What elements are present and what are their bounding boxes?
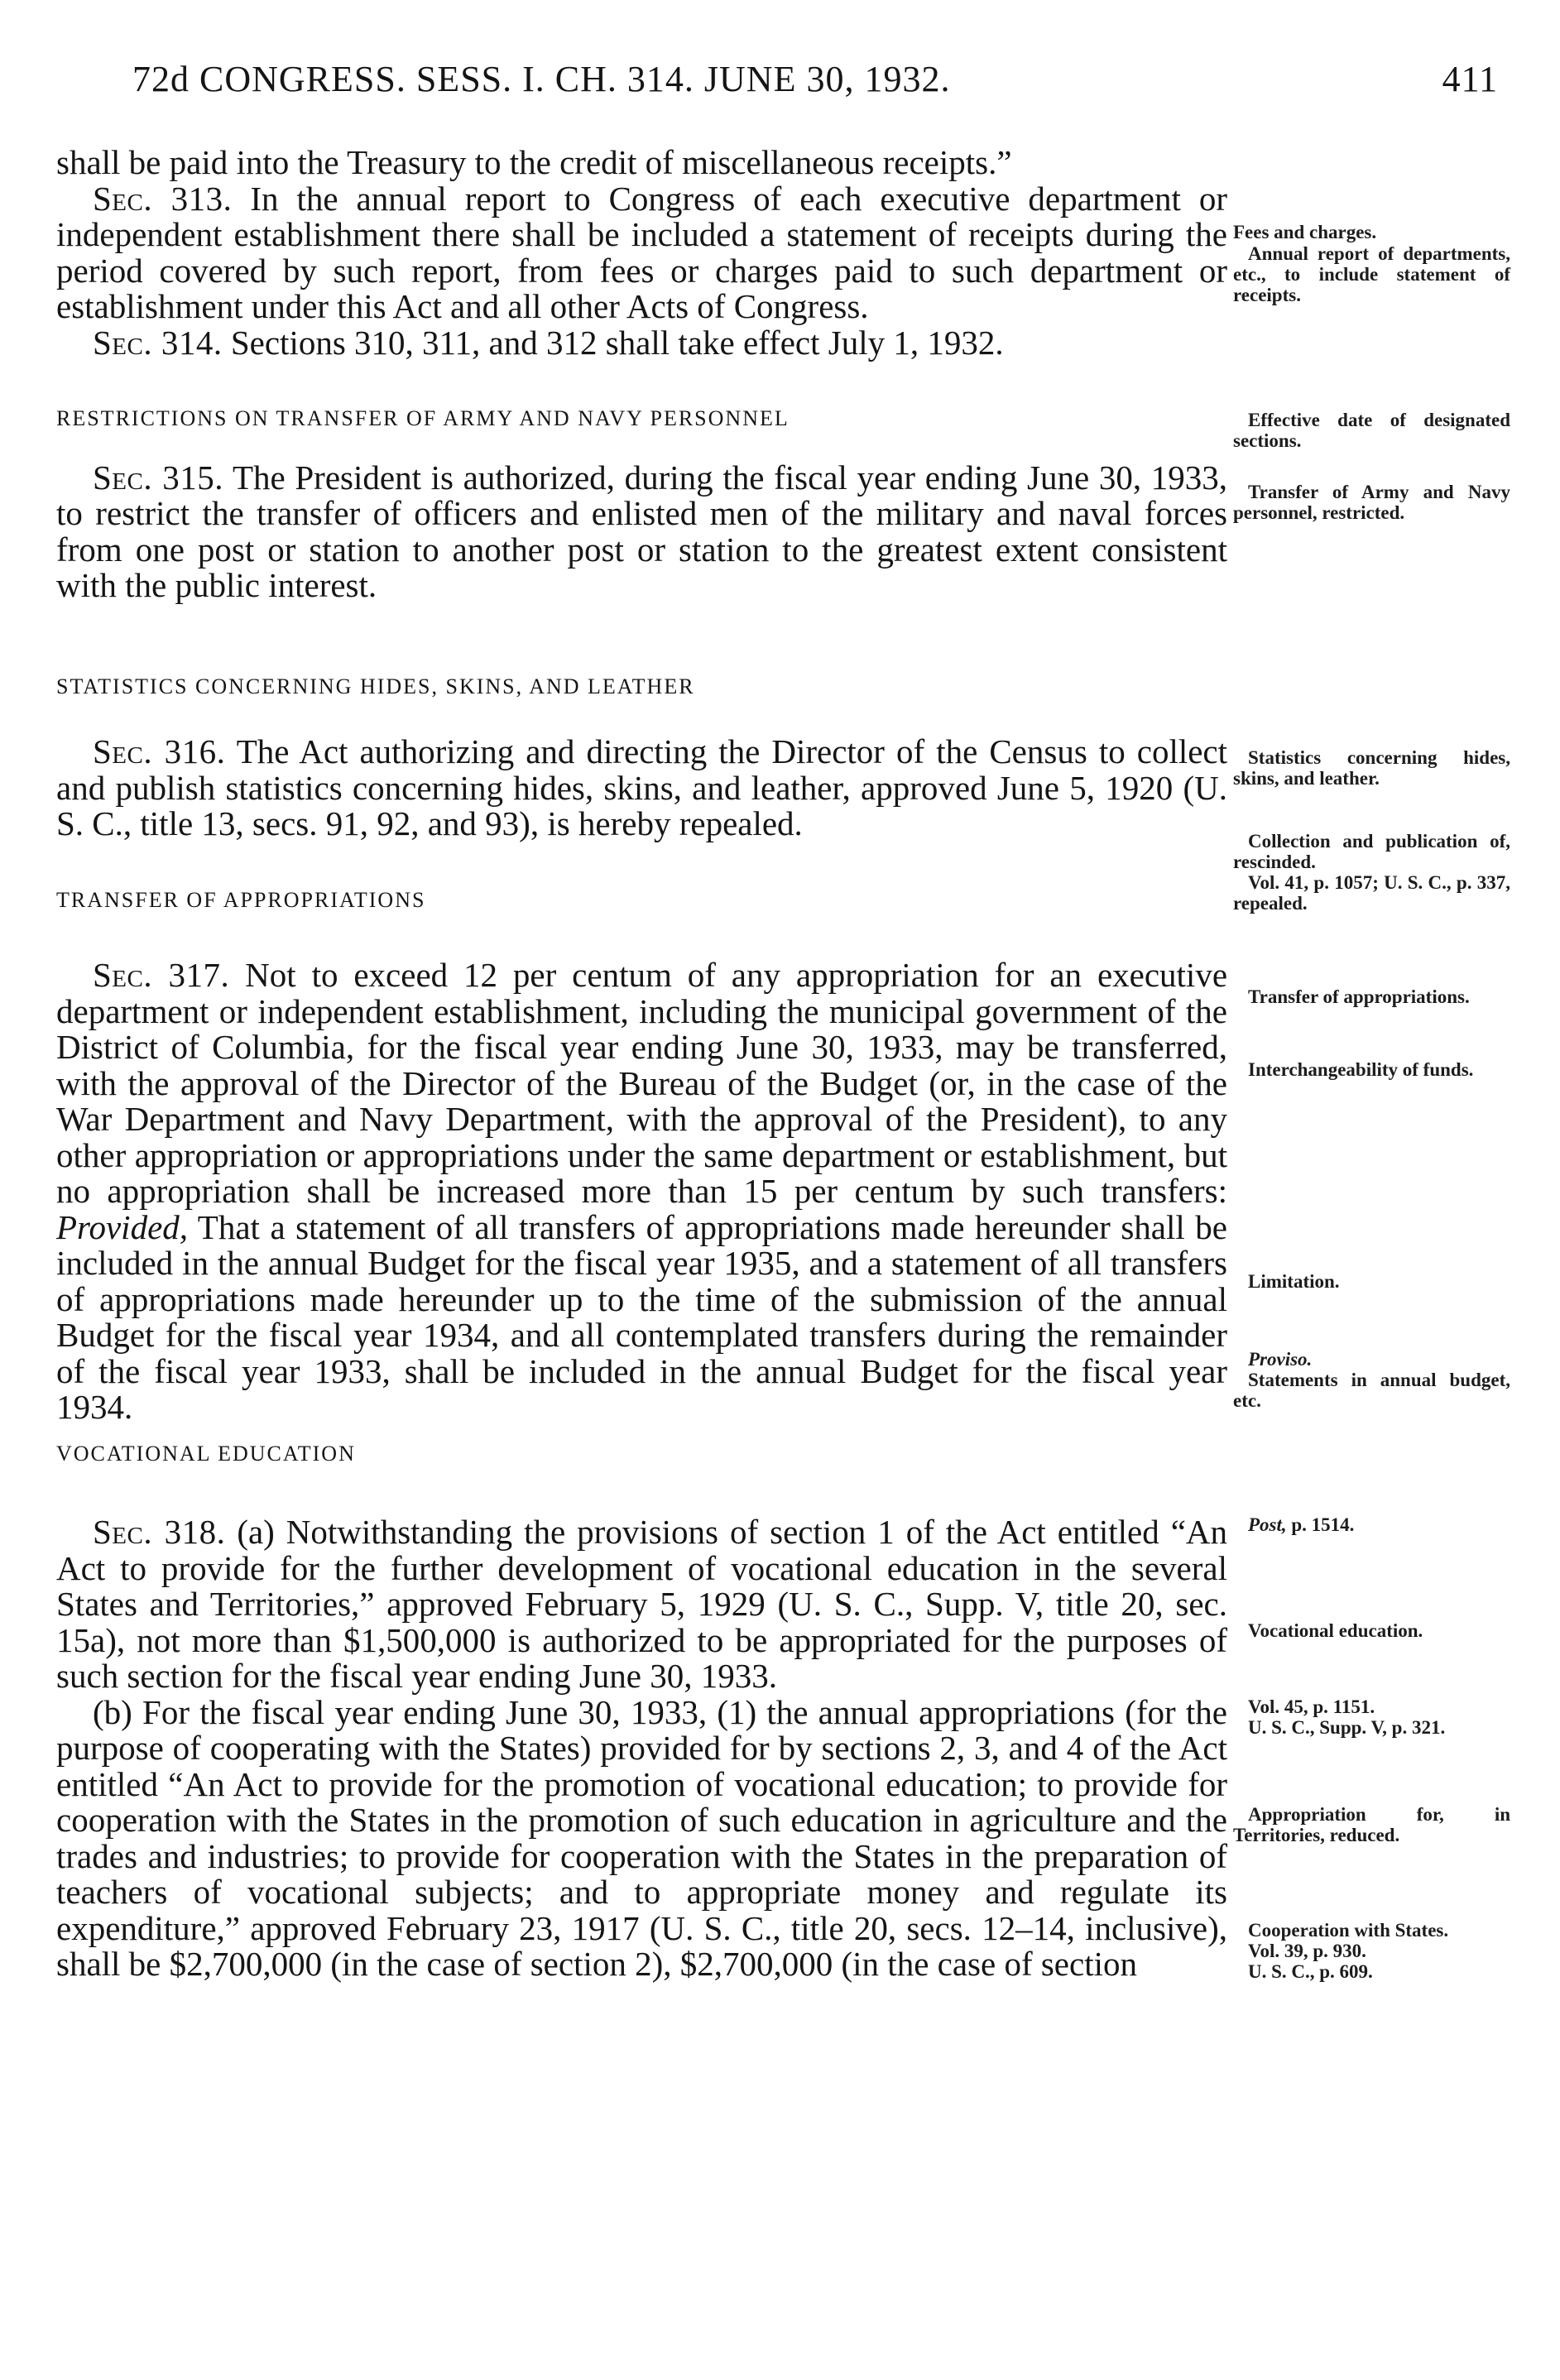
section-label: Sec. 315. (93, 458, 224, 497)
section-315 (56, 460, 1227, 604)
margin-note-text: Proviso. (1248, 1349, 1313, 1370)
margin-note-proviso (1233, 1349, 1510, 1411)
page-number: 411 (1442, 59, 1498, 99)
margin-note-text: Cooperation with States. (1248, 1920, 1449, 1941)
margin-note-limitation (1233, 1271, 1510, 1292)
margin-note-text: Interchangeability of funds. (1248, 1059, 1474, 1080)
section-318b (56, 1692, 1227, 1983)
margin-note-annual-report (1233, 243, 1510, 305)
margin-note-text: Vol. 45, p. 1151. (1248, 1696, 1375, 1717)
section-text: (a) Notwithstanding the provisions of section 1 of the Act entitled “An Act to provide for the further development of vocational education in the several States and Territories,” approved February 5, 1929 (U. S. C., Supp. V, title 20, sec. 15a), not more than $1,500,000 is authorized to be appropriated for the purposes of such section for the fiscal year ending June 30, 1933. (56, 1513, 1228, 1695)
margin-note-collection (1233, 831, 1510, 914)
heading-transfer: TRANSFER OF APPROPRIATIONS (56, 887, 426, 912)
section-text: Sections 310, 311, and 312 shall take effect July 1, 1932. (230, 323, 1004, 362)
margin-note-interchange (1233, 1059, 1510, 1080)
margin-note-text: Transfer of Army and Navy personnel, restricted. (1233, 482, 1510, 523)
margin-note-text: Vol. 39, p. 930. (1248, 1941, 1366, 1961)
continuation-paragraph (56, 145, 1227, 181)
margin-note-effective-date (1233, 410, 1510, 451)
margin-note-text: Limitation. (1248, 1271, 1340, 1292)
margin-note-text: Statements in annual budget, etc. (1233, 1370, 1510, 1411)
section-317 (56, 957, 1227, 1426)
margin-note-citation: Vol. 41, p. 1057; U. S. C., p. 337, repealed. (1233, 872, 1510, 914)
margin-note-text: Statistics concerning hides, skins, and leather. (1233, 747, 1510, 789)
margin-note-text: Transfer of appropriations. (1248, 986, 1470, 1007)
section-label: Sec. 313. (93, 179, 233, 218)
section-318a (56, 1514, 1227, 1695)
section-label: Sec. 316. (93, 732, 226, 770)
section-313 (56, 181, 1227, 325)
margin-note-text: Vocational education. (1248, 1620, 1423, 1641)
section-text: In the annual report to Congress of each executive department or independent establishment there shall be included a statement of receipts during the period covered by such report, from fees or charges paid to such department or establishment under this Act and all other Acts of Congress. (56, 179, 1227, 325)
heading-hides: STATISTICS CONCERNING HIDES, SKINS, AND LEATHER (56, 674, 695, 698)
margin-note-text: U. S. C., Supp. V, p. 321. (1248, 1717, 1446, 1738)
section-text: The President is authorized, during the fiscal year ending June 30, 1933, to restrict the transfer of officers and enlisted men of the military and naval forces from one post or station to another post or station to the greatest extent consistent with the public interest. (56, 458, 1228, 604)
margin-note-text: Fees and charges. (1233, 222, 1377, 242)
section-316 (56, 734, 1227, 842)
section-314 (56, 325, 1227, 362)
margin-note-cooperation (1233, 1920, 1510, 1982)
section-text: The Act authorizing and directing the Director of the Census to collect and publish statistics concerning hides, skins, and leather, approved June 5, 1920 (U. S. C., title 13, secs. 91, 92, and 93), is hereby repealed. (56, 732, 1228, 842)
section-text: (b) For the fiscal year ending June 30, 1933, (1) the annual appropriations (for the purpose of cooperating with the States) provided for by sections 2, 3, and 4 of the Act entitled “An Act to provide for the promotion of vocational education; to provide for cooperation with the States in the promotion of such education in agriculture and the trades and industries; to provide for cooperation with the States in the preparation of teachers of vocational subjects; and to appropriate money and regulate its expenditure,” approved February 23, 1917 (U. S. C., title 20, secs. 12–14, inclusive), shall be $2,700,000 (in the case of section 2), $2,700,000 (in the case of section (56, 1692, 1227, 1983)
margin-note-text: Collection and publication of, rescinded. (1233, 831, 1510, 872)
margin-note-vocational (1233, 1620, 1510, 1641)
margin-note-approp-territories (1233, 1804, 1510, 1845)
margin-note-text: Effective date of designated sections. (1233, 410, 1510, 451)
margin-note-fees (1233, 222, 1510, 242)
margin-note-text: Annual report of departments, etc., to include statement of receipts. (1233, 243, 1510, 305)
proviso-word: Provided, (56, 1207, 189, 1246)
margin-note-text: U. S. C., p. 609. (1248, 1961, 1373, 1982)
continuation-text: shall be paid into the Treasury to the credit of miscellaneous receipts.” (56, 143, 1012, 181)
section-label: Sec. 314. (93, 323, 223, 362)
main-text (56, 145, 1227, 1983)
margin-note-vol45 (1233, 1696, 1510, 1738)
running-header (132, 58, 1498, 116)
margin-note-text: Appropriation for, in Territories, reduced. (1233, 1804, 1510, 1845)
section-text-cont: That a statement of all transfers of appropriations made hereunder shall be included in the annual Budget for the fiscal year 1935, and a statement of all transfers of appropriations made hereunder up to the time of the submission of the annual Budget for the fiscal year 1934, and all contemplated transfers during the remainder of the fiscal year 1933, shall be included in the annual Budget for the fiscal year 1934. (56, 1207, 1227, 1426)
margin-note-transfer-army (1233, 482, 1510, 523)
running-title: 72d CONGRESS. SESS. I. CH. 314. JUNE 30, 1932. (132, 59, 951, 99)
post-word: Post, (1248, 1514, 1287, 1535)
section-label: Sec. 317. (93, 956, 230, 994)
margin-note-text (1233, 1514, 1510, 1535)
heading-restrictions: RESTRICTIONS ON TRANSFER OF ARMY AND NAVY PERSONNEL (56, 406, 790, 430)
heading-vocational: VOCATIONAL EDUCATION (56, 1441, 356, 1466)
post-page: p. 1514. (1291, 1514, 1355, 1535)
section-text: Not to exceed 12 per centum of any appropriation for an executive department or independent establishment, including the municipal government of the District of Columbia, for the fiscal year ending June 30, 1933, may be transferred, with the approval of the Director of the Bureau of the Budget (or, in the case of the War Department and Navy Department, with the approval of the President), to any other appropriation or appropriations under the same department or establishment, but no appropriation shall be increased more than 15 per centum by such transfers: (56, 956, 1228, 1210)
margin-note-statistics (1233, 747, 1510, 789)
section-label: Sec. 318. (93, 1513, 226, 1551)
margin-note-transfer-approp (1233, 986, 1510, 1007)
margin-note-post (1233, 1514, 1510, 1535)
